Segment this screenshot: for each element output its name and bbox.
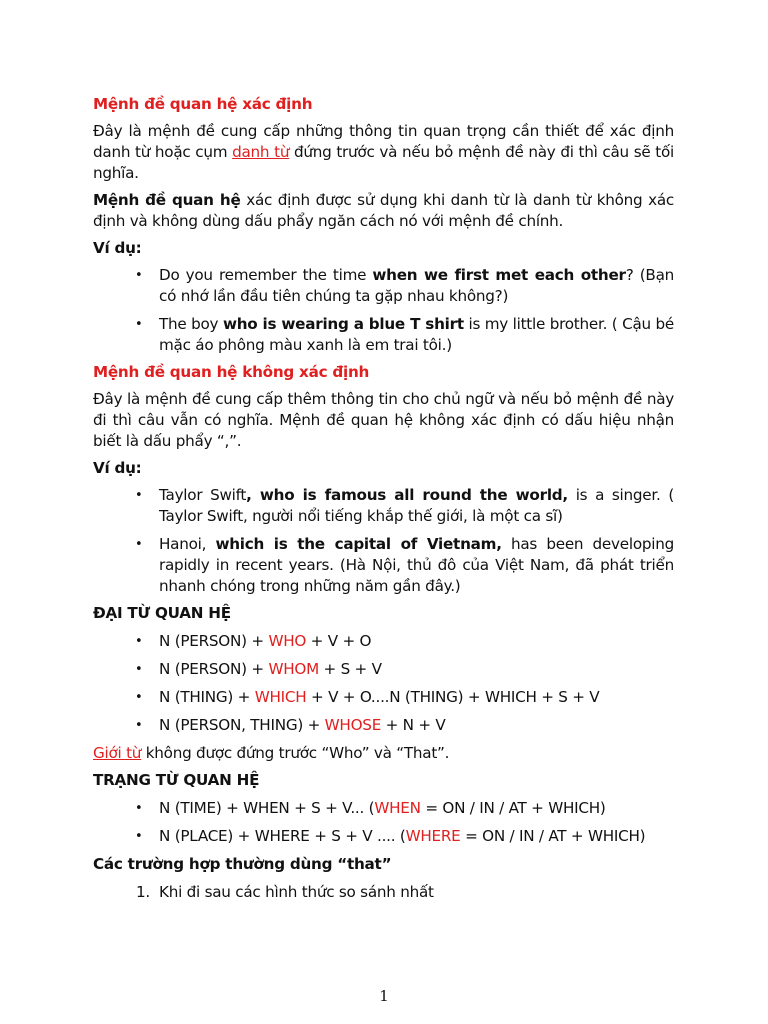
relative-pronoun-list [93,631,674,736]
list-item [93,882,674,903]
bullet-icon: • [135,690,143,705]
text: Hanoi, [159,535,216,553]
that-usage-list [93,882,674,903]
bold-text: , who is famous all round the world, [246,486,568,504]
keyword-when: WHEN [374,799,421,817]
list-item [93,715,674,736]
document-page [93,94,674,903]
heading-relative-pronouns: ĐẠI TỪ QUAN HỆ [93,604,231,622]
text: has been developing rapidly in recent years. (Hà Nội, thủ đô của Việt Nam, đã phát triển nhanh chóng trong những năm gần đây.) [159,535,674,595]
paragraph-defining-usage [93,190,674,232]
keyword-which: WHICH [254,688,307,706]
text: is my little brother. ( Cậu bé mặc áo phông màu xanh là em trai tôi.) [159,315,674,354]
text: Khi đi sau các hình thức so sánh nhất [159,883,434,901]
relative-adverb-list [93,798,674,847]
bullet-icon: • [135,488,143,503]
heading-defining-clause: Mệnh đề quan hệ xác định [93,95,313,113]
heading-that-usage: Các trường hợp thường dùng “that” [93,855,392,873]
page-number: 1 [379,987,389,1005]
bullet-icon: • [135,829,143,844]
text: = ON / IN / AT + WHICH) [460,827,646,845]
bold-text: who is wearing a blue T shirt [222,315,464,333]
text: + V + O....N (THING) + WHICH + S + V [306,688,600,706]
keyword-who: WHO [268,632,307,650]
text: đứng trước và nếu bỏ mệnh đề này đi thì câu sẽ tối nghĩa. [93,143,674,182]
list-item [93,659,674,680]
list-item [93,534,674,597]
list-number: 1. [136,883,150,901]
bullet-icon: • [135,634,143,649]
text: N (PLACE) + WHERE + S + V .... ( [159,827,406,845]
text: is a singer. ( Taylor Swift, người nổi tiếng khắp thế giới, là một ca sĩ) [159,486,674,525]
bold-term: Mệnh đề quan hệ [93,191,241,209]
text: N (PERSON) + [159,660,269,678]
bold-text: which is the capital of Vietnam, [215,535,502,553]
bullet-icon: • [135,537,143,552]
bold-text: when we first met each other [372,266,626,284]
list-item [93,631,674,652]
keyword-where: WHERE [405,827,461,845]
text: The boy [159,315,223,333]
list-item [93,265,674,307]
note-preposition [93,743,674,764]
example-label [93,458,674,479]
bullet-icon: • [135,801,143,816]
list-item [93,798,674,819]
text: = ON / IN / AT + WHICH) [420,799,606,817]
text: Do you remember the time [159,266,373,284]
text: Taylor Swift [159,486,247,504]
list-item [93,485,674,527]
example-label-text: Ví dụ: [93,239,142,257]
bullet-icon: • [135,268,143,283]
text: + S + V [318,660,382,678]
paragraph-defining-intro [93,121,674,184]
text: xác định được sử dụng khi danh từ là danh từ không xác định và không dùng dấu phẩy ngăn cách nó với mệnh đề chính. [93,191,675,230]
text: + N + V [381,716,446,734]
text: N (THING) + [159,688,255,706]
text: Đây là mệnh đề cung cấp những thông tin quan trọng cần thiết để xác định danh từ hoặc cụm [93,122,674,161]
keyword-whom: WHOM [268,660,319,678]
example-label [93,238,674,259]
bullet-icon: • [135,662,143,677]
list-item [93,826,674,847]
list-item [93,687,674,708]
link-danh-tu[interactable]: danh từ [232,143,290,161]
example-label-text: Ví dụ: [93,459,142,477]
text: + V + O [306,632,372,650]
text: N (PERSON, THING) + [159,716,325,734]
link-gioi-tu[interactable]: Giới từ [93,744,142,762]
example-list-defining [93,265,674,356]
list-item [93,314,674,356]
heading-relative-adverbs: TRẠNG TỪ QUAN HỆ [93,771,260,789]
paragraph-non-defining-intro: Đây là mệnh đề cung cấp thêm thông tin cho chủ ngữ và nếu bỏ mệnh đề này đi thì câu vẫn có nghĩa. Mệnh đề quan hệ không xác định có dấu hiệu nhận biết là dấu phẩy “,”. [93,390,674,450]
text: N (TIME) + WHEN + S + V... ( [159,799,375,817]
bullet-icon: • [135,718,143,733]
keyword-whose: WHOSE [324,716,382,734]
text: N (PERSON) + [159,632,269,650]
text: ? (Bạn có nhớ lần đầu tiên chúng ta gặp nhau không?) [159,266,675,305]
bullet-icon: • [135,317,143,332]
example-list-non-defining [93,485,674,597]
text: không được đứng trước “Who” và “That”. [141,744,450,762]
heading-non-defining-clause: Mệnh đề quan hệ không xác định [93,363,370,381]
